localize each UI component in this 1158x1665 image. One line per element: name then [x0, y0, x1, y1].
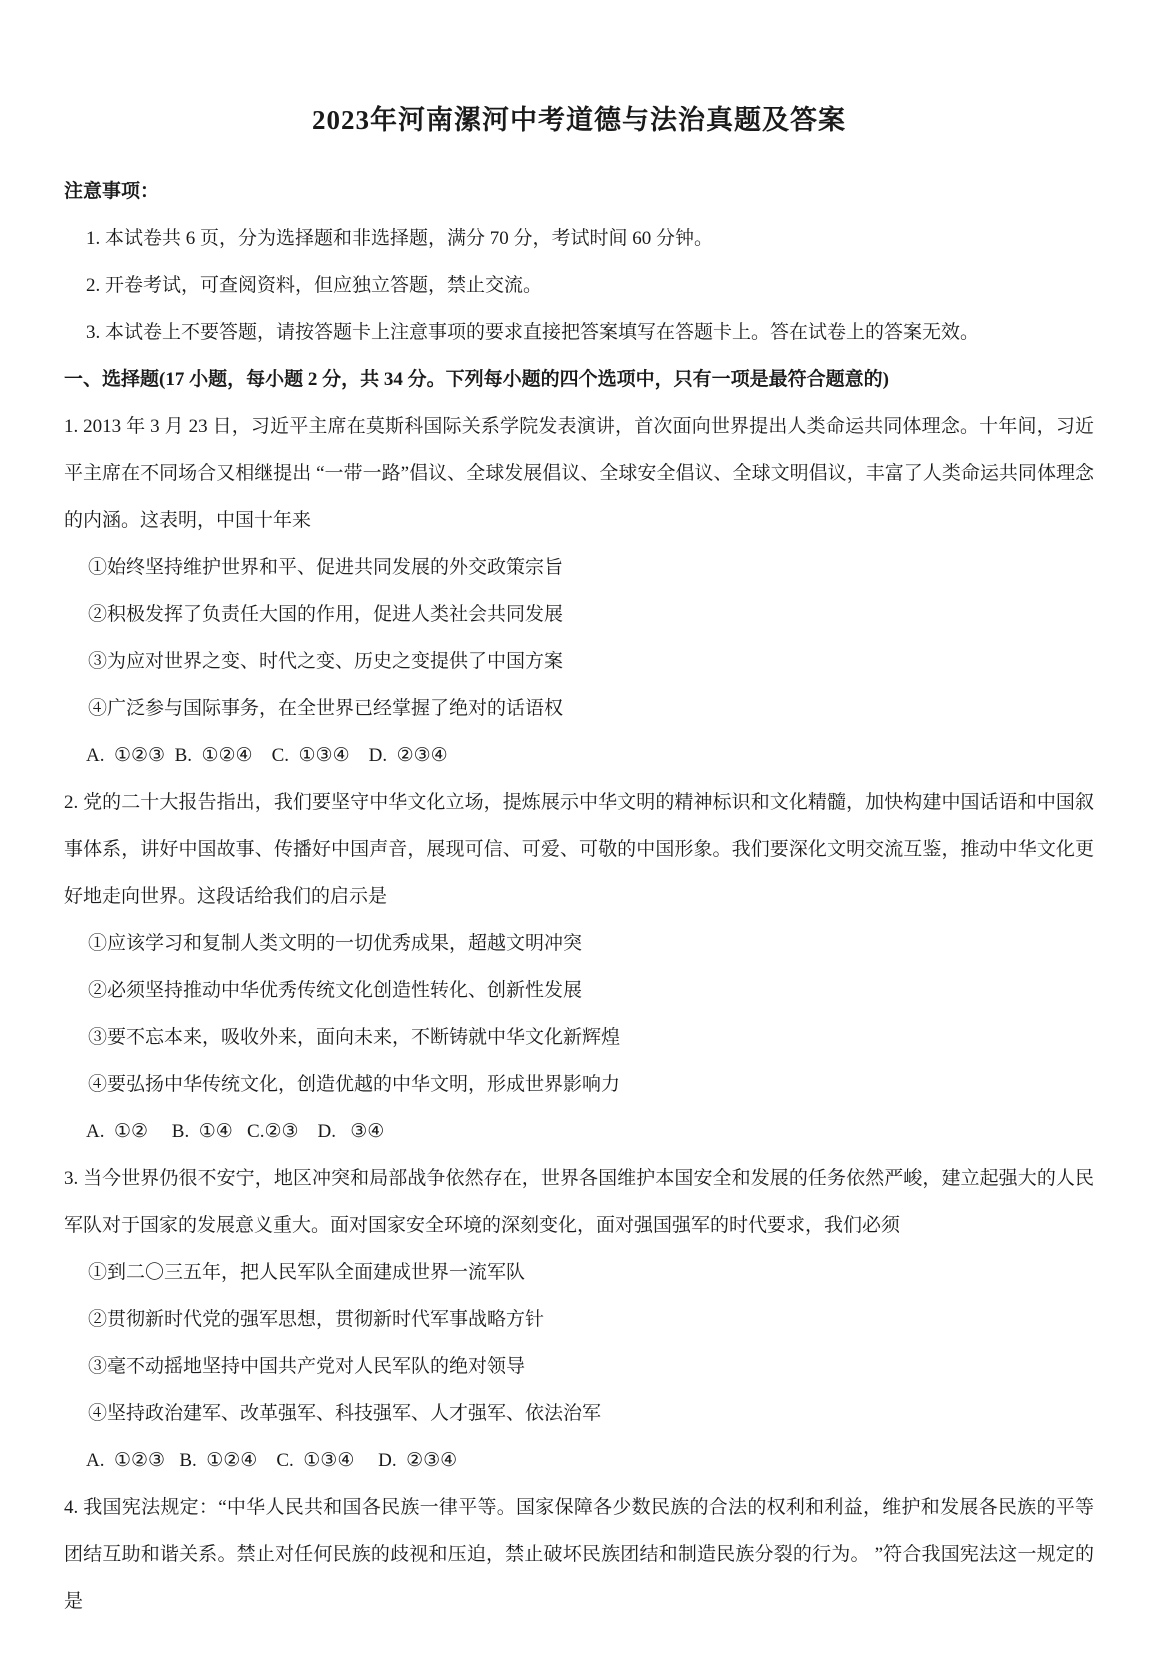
question-2-stem: 2. 党的二十大报告指出，我们要坚守中华文化立场，提炼展示中华文明的精神标识和文化精髓，加快构建中国话语和中国叙事体系，讲好中国故事、传播好中国声音，展现可信、可爱、可敬的中国形象。我们要深化文明交流互鉴，推动中华文化更好地走向世界。这段话给我们的启示是 [64, 792, 1094, 907]
question-3-item-1: ①到二〇三五年，把人民军队全面建成世界一流军队 [88, 1262, 526, 1283]
question-2-item-2: ②必须坚持推动中华优秀传统文化创造性转化、创新性发展 [88, 980, 583, 1001]
question-3-answer-options: A. ①②③ B. ①②④ C. ①③④ D. ②③④ [86, 1450, 458, 1471]
question-4-stem: 4. 我国宪法规定：“中华人民共和国各民族一律平等。国家保障各少数民族的合法的权利和利益，维护和发展各民族的平等团结互助和谐关系。禁止对任何民族的歧视和压迫，禁止破坏民族团结和制造民族分裂的行为。 ”符合我国宪法这一规定的是 [64, 1497, 1094, 1612]
page-title: 2023年河南漯河中考道德与法治真题及答案 [312, 105, 846, 135]
notice-item-3: 3. 本试卷上不要答题，请按答题卡上注意事项的要求直接把答案填写在答题卡上。答在试卷上的答案无效。 [86, 322, 980, 343]
question-2-item-1: ①应该学习和复制人类文明的一切优秀成果，超越文明冲突 [88, 933, 583, 954]
question-3-stem: 3. 当今世界仍很不安宁，地区冲突和局部战争依然存在，世界各国维护本国安全和发展的任务依然严峻，建立起强大的人民军队对于国家的发展意义重大。面对国家安全环境的深刻变化，面对强国强军的时代要求，我们必须 [64, 1168, 1094, 1236]
question-1-stem: 1. 2013 年 3 月 23 日，习近平主席在莫斯科国际关系学院发表演讲，首次面向世界提出人类命运共同体理念。十年间，习近平主席在不同场合又相继提出 “一带一路”倡议、全球发展倡议、全球安全倡议、全球文明倡议，丰富了人类命运共同体理念的内涵。这表明，中国十年来 [64, 416, 1094, 531]
notice-item-2: 2. 开卷考试，可查阅资料，但应独立答题，禁止交流。 [86, 275, 543, 296]
question-1-item-4: ④广泛参与国际事务，在全世界已经掌握了绝对的话语权 [88, 698, 564, 719]
question-1-item-2: ②积极发挥了负责任大国的作用，促进人类社会共同发展 [88, 604, 564, 625]
question-1-item-3: ③为应对世界之变、时代之变、历史之变提供了中国方案 [88, 651, 564, 672]
question-2-answer-options: A. ①② B. ①④ C.②③ D. ③④ [86, 1121, 385, 1142]
question-1-item-1: ①始终坚持维护世界和平、促进共同发展的外交政策宗旨 [88, 557, 564, 578]
question-1-answer-options: A. ①②③ B. ①②④ C. ①③④ D. ②③④ [86, 745, 448, 766]
question-2-item-3: ③要不忘本来，吸收外来，面向未来，不断铸就中华文化新辉煌 [88, 1027, 621, 1048]
question-2-item-4: ④要弘扬中华传统文化，创造优越的中华文明，形成世界影响力 [88, 1074, 621, 1095]
question-3-item-4: ④坚持政治建军、改革强军、科技强军、人才强军、依法治军 [88, 1403, 602, 1424]
notice-header: 注意事项： [64, 181, 160, 202]
notice-item-1: 1. 本试卷共 6 页，分为选择题和非选择题，满分 70 分，考试时间 60 分钟。 [86, 228, 714, 249]
question-3-item-2: ②贯彻新时代党的强军思想，贯彻新时代军事战略方针 [88, 1309, 545, 1330]
question-3-item-3: ③毫不动摇地坚持中国共产党对人民军队的绝对领导 [88, 1356, 526, 1377]
section-header: 一、选择题(17 小题，每小题 2 分，共 34 分。下列每小题的四个选项中，只有一项是最符合题意的) [64, 369, 889, 390]
